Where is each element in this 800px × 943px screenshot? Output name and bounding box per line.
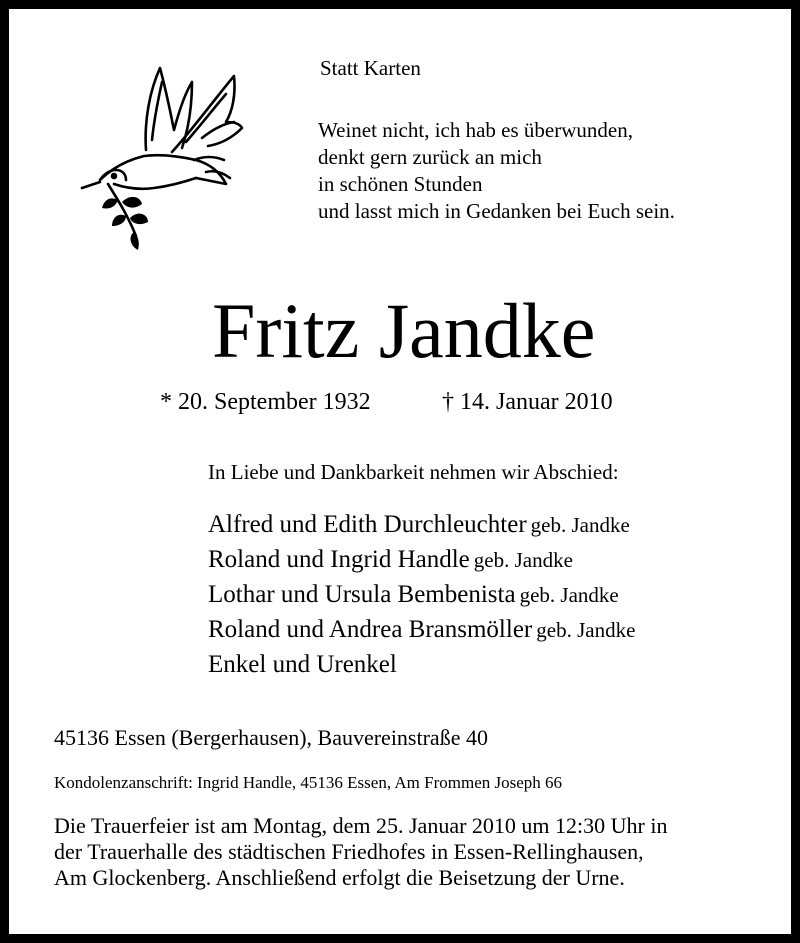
mourner-suffix: geb. Jandke — [536, 618, 636, 642]
mourner-row — [208, 652, 635, 687]
dove-icon — [74, 60, 244, 252]
poem — [318, 120, 675, 228]
farewell-text: In Liebe und Dankbarkeit nehmen wir Abschied: — [208, 460, 619, 484]
statt-karten-label: Statt Karten — [320, 56, 421, 80]
deceased-name: Fritz Jandke — [212, 287, 596, 374]
poem-line: in schönen Stunden — [318, 172, 483, 196]
ceremony-text — [54, 815, 667, 893]
ceremony-line: Am Glockenberg. Anschließend erfolgt die Beisetzung der Urne. — [54, 865, 625, 890]
home-address: 45136 Essen (Bergerhausen), Bauvereinstraße 40 — [54, 725, 488, 750]
ceremony-line: der Trauerhalle des städtischen Friedhofes in Essen-Rellinghausen, — [54, 839, 644, 864]
ceremony-line: Die Trauerfeier ist am Montag, dem 25. Januar 2010 um 12:30 Uhr in — [54, 813, 668, 838]
mourner-names: Roland und Ingrid Handle — [208, 546, 470, 573]
mourner-row — [208, 582, 635, 617]
mourner-suffix: geb. Jandke — [473, 548, 573, 572]
mourner-names: Alfred und Edith Durchleuchter — [208, 511, 527, 538]
mourner-names: Enkel und Urenkel — [208, 651, 397, 678]
mourner-row — [208, 512, 635, 547]
mourner-row — [208, 547, 635, 582]
poem-line: denkt gern zurück an mich — [318, 145, 542, 169]
condolence-address: Kondolenzanschrift: Ingrid Handle, 45136 Essen, Am Frommen Joseph 66 — [54, 773, 563, 792]
mourner-names: Lothar und Ursula Bembenista — [208, 581, 516, 608]
birth-date: * 20. September 1932 — [160, 389, 371, 415]
death-date: † 14. Januar 2010 — [442, 389, 613, 415]
mourners-list — [208, 512, 635, 687]
mourner-suffix: geb. Jandke — [519, 583, 619, 607]
mourner-row — [208, 617, 635, 652]
mourner-suffix: geb. Jandke — [530, 513, 630, 537]
poem-line: und lasst mich in Gedanken bei Euch sein. — [318, 199, 675, 223]
poem-line: Weinet nicht, ich hab es überwunden, — [318, 118, 633, 142]
mourner-names: Roland und Andrea Bransmöller — [208, 616, 533, 643]
